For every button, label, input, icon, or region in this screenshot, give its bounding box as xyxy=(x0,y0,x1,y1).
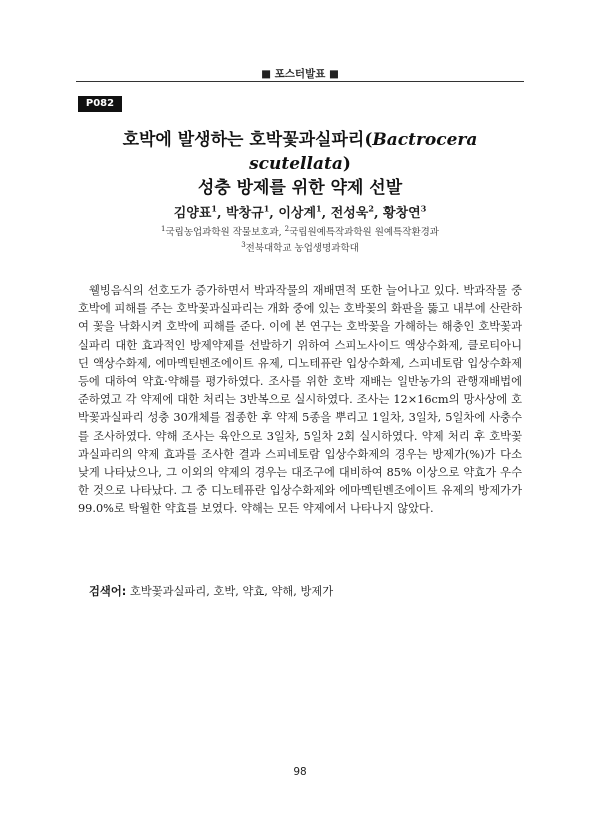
author-name: 박창규 xyxy=(226,206,264,221)
title-line-1 xyxy=(76,128,524,176)
section-header: ■ 포스터발표 ■ xyxy=(261,68,339,80)
author-list: 김양표$^1$, 박창규$^1$, 이상계$^1$, 전성욱$^2$, 황창연$^3$ xyxy=(173,203,427,221)
affiliation-text: 전북대학교 농업생명과학대 xyxy=(245,243,359,255)
author-name: 김양표 xyxy=(173,206,212,221)
paper-title xyxy=(76,128,524,200)
affil-mark: 2 xyxy=(284,225,290,233)
title-suffix: ) xyxy=(342,154,351,174)
author-name: 전성욱 xyxy=(330,206,369,221)
keywords xyxy=(89,583,519,599)
keywords-list: 호박꽃과실파리, 호박, 약효, 약해, 방제가 xyxy=(129,585,334,598)
author-affil-mark: 2 xyxy=(368,203,374,214)
header-divider xyxy=(76,81,524,82)
author-affil-mark: 1 xyxy=(316,203,322,214)
author-name: 이상계 xyxy=(278,206,317,221)
keywords-label: 검색어: xyxy=(89,585,127,598)
page-number: 98 xyxy=(293,766,307,778)
affiliation-line-2 xyxy=(76,239,524,255)
title-species: Bactrocera scutellata xyxy=(249,130,478,174)
affiliation-text: 국립농업과학원 작물보호과, xyxy=(165,227,285,239)
affiliation-line-1 xyxy=(76,223,524,239)
affil-mark: 1 xyxy=(161,225,166,233)
title-prefix: 호박에 발생하는 호박꽃과실파리( xyxy=(122,130,373,150)
poster-code-badge: P082 xyxy=(78,96,122,112)
author-affil-mark: 3 xyxy=(420,203,427,214)
title-line-2: 성충 방제를 위한 약제 선발 xyxy=(197,178,403,198)
affil-mark: 3 xyxy=(241,241,246,250)
affiliations xyxy=(76,223,524,255)
author-affil-mark: 1 xyxy=(211,203,217,214)
abstract-body: 웰빙음식의 선호도가 증가하면서 박과작물의 재배면적 또한 늘어나고 있다. 박과작물 중 호박에 피해를 주는 호박꽃과실파리는 개화 중에 있는 호박꽃의 화판을 뚫고 내부에 산란하여 꽃을 낙화시켜 호박에 피해를 준다. 이에 본 연구는 호박꽃을 가해하는 해충인 호박꽃과실파리 대한 효과적인 방제약제를 선발하기 위하여 스피노사이드 액상수화제, 클로티아니딘 액상수화제, 에마멕틴벤조에이트 유제, 디노테퓨란 입상수화제, 스피네토람 입상수화제 등에 대하여 약효·약해를 평가하였다. 조사를 위한 호박 재배는 일반농가의 관행재배법에 준하였고 각 약제에 대한 처리는 3반복으로 실시하였다. 조사는 12×16cm의 망사상에 호박꽃과실파리 성충 30개체를 접종한 후 약제 5종을 뿌리고 1일차, 3일차, 5일차에 사충수를 조사하였다. 약해 조사는 육안으로 3일차, 5일차 2회 실시하였다. 약제 처리 후 호박꽃과실파리의 약제 효과를 조사한 결과 스피네토람 입상수화제의 경우는 방제가(%)가 다소 낮게 나타났으나, 그 이외의 약제의 경우는 대조구에 대비하여 85% 이상으로 약효가 우수한 것으로 나타났다. 그 중 디노테퓨란 입상수화제와 에마멕틴벤조에이트 유제의 방제가가 99.0%로 탁월한 약효를 보였다. 약해는 모든 약제에서 나타나지 않았다. xyxy=(78,284,522,516)
author-affil-mark: 1 xyxy=(263,203,270,214)
author-name: 황창연 xyxy=(383,206,421,221)
affiliation-text: 국립원예특작과학원 원예특작환경과 xyxy=(289,227,439,239)
